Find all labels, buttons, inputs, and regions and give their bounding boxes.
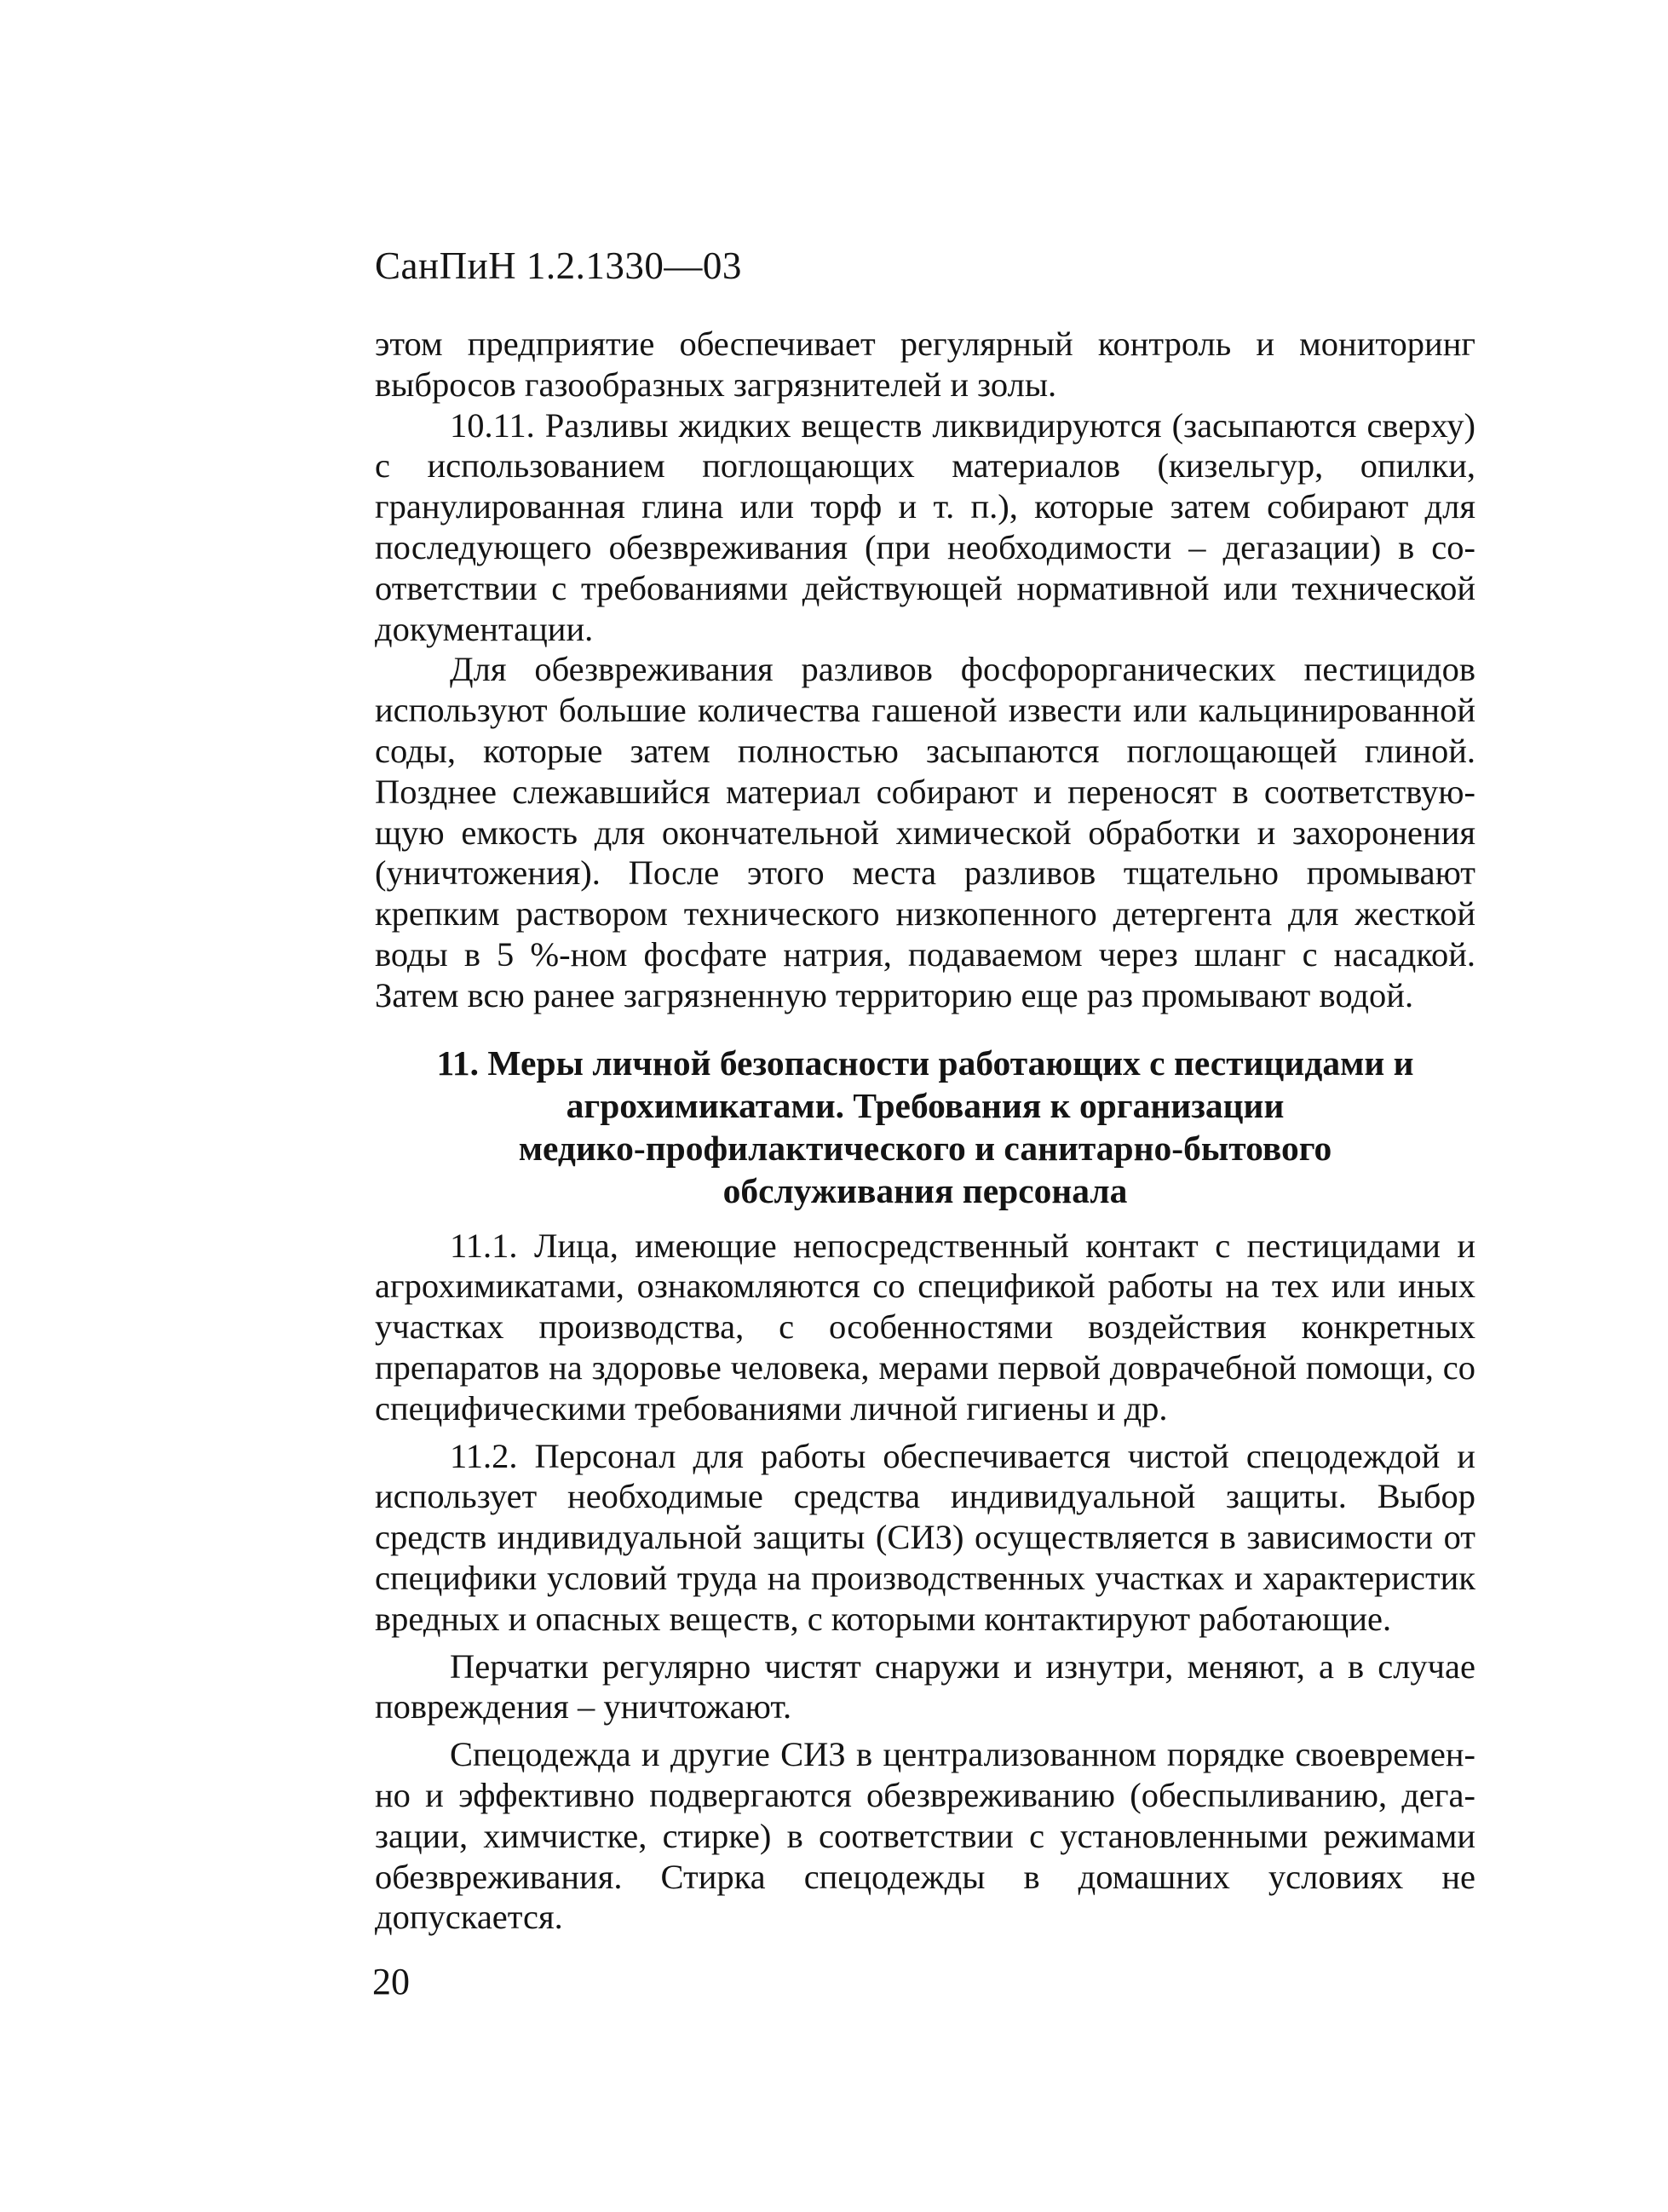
page-number: 20 [372, 1961, 410, 2002]
running-header: СанПиН 1.2.1330—03 [375, 244, 742, 287]
section-heading-line: 11. Меры личной безопасности работающих с пестицидами и [436, 1043, 1414, 1083]
paragraph-phosphorus-spills: Для обезвреживания разливов фосфорорганических пестицидов используют большие количества гашеной извести или кальцинированной соды, которые затем полностью засыпаются поглощающей глиной. Позднее слежавшийся материал собирают и переносят в соответствующую емкость для окончательной химической обработки и захоронения (уничтожения). После этого места разливов тщательно промывают крепким раствором технического низкопенного детергента для жесткой воды в 5 %-ном фосфате натрия, подаваемом через шланг с насадкой. Затем всю ранее загрязненную территорию еще раз промывают водой. [375, 650, 1475, 1014]
paragraph-11-2: 11.2. Персонал для работы обеспечивается чистой спецодеждой и использует необходимые средства индивидуальной защиты. Выбор средств индивидуальной защиты (СИЗ) осуществляется в зависимости от специфики условий труда на производственных участках и характеристик вредных и опасных веществ, с которыми контактируют работающие. [375, 1436, 1475, 1638]
paragraph-11-1: 11.1. Лица, имеющие непосредственный контакт с пестицидами и агрохимикатами, ознакомляются со спецификой работы на тех или иных участках производства, с особенностями воздействия конкретных препаратов на здоровье человека, мерами первой доврачебной помощи, со специфическими требованиями личной гигиены и др. [375, 1226, 1475, 1428]
section-heading-line: медико-профилактического и санитарно-бытового [518, 1128, 1332, 1168]
section-heading-11 [375, 1042, 1475, 1212]
section-heading-line: обслуживания персонала [722, 1170, 1128, 1210]
paragraph-workwear: Спецодежда и другие СИЗ в централизованном порядке своевременно и эффективно подвергаются обезвреживанию (обеспыливанию, дегазации, химчистке, стирке) в соответствии с установленными режимами обезвреживания. Стирка спецодежды в домашних условиях не допускается. [375, 1735, 1475, 1937]
paragraph-continuation: этом предприятие обеспечивает регулярный контроль и мониторинг выбросов газообразных загрязнителей и золы. [375, 325, 1475, 404]
paragraph-10-11: 10.11. Разливы жидких веществ ликвидируются (засыпаются сверху) с использованием поглощающих материалов (кизельгур, опилки, гранулированная глина или торф и т. п.), которые затем собирают для последующего обезвреживания (при необходимости – дегазации) в соответствии с требованиями действующей нормативной или технической документации. [375, 405, 1475, 648]
body-text [375, 324, 1475, 1938]
section-heading-line: агрохимикатами. Требования к организации [566, 1085, 1285, 1125]
paragraph-gloves: Перчатки регулярно чистят снаружи и изнутри, меняют, а в случае повреждения – уничтожают. [375, 1646, 1475, 1727]
